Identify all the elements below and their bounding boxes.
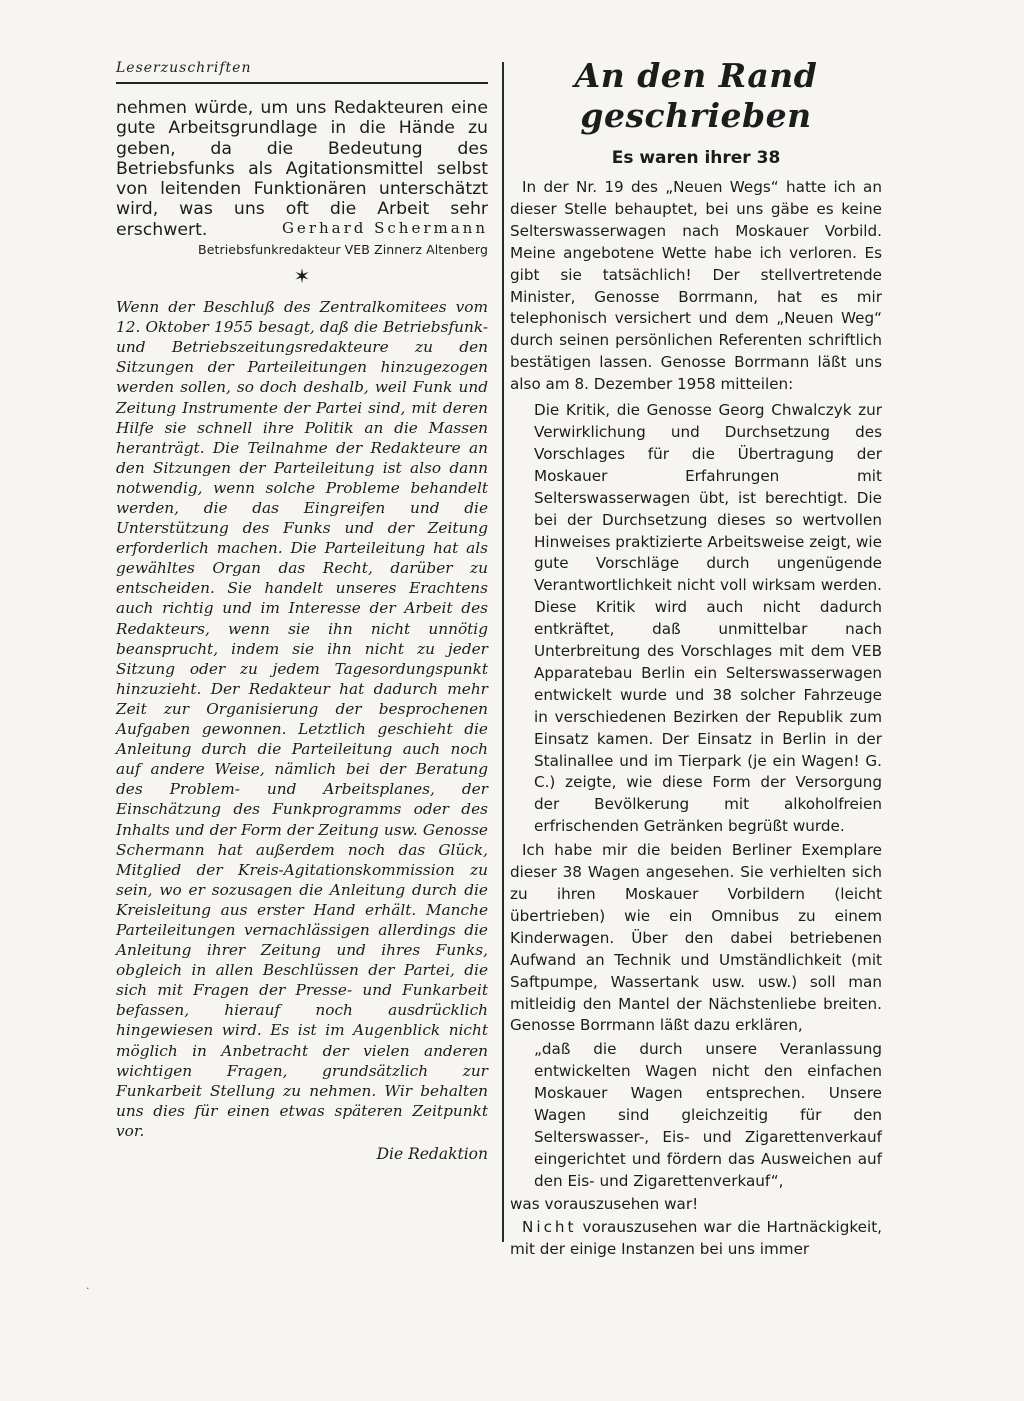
letter-author: Gerhard Schermann <box>281 219 488 238</box>
column-divider <box>502 62 504 1242</box>
reader-letter-text: nehmen würde, um uns Redakteuren eine gute Arbeitsgrundlage in die Hände zu geben, da die Bedeutung des Betriebsfunks als Agitationsmittel selbst von leitenden Funktionären unterschätzt wird, was uns oft die Arbeit sehr erschwert. <box>116 98 488 240</box>
article-title: Es waren ihrer 38 <box>611 148 781 168</box>
section-label: Leserzuschriften <box>116 60 488 84</box>
spaced-emphasis: Nicht <box>522 1217 577 1236</box>
rubric-heading: An den Rand geschrieben <box>574 56 818 135</box>
article-paragraph-1: In der Nr. 19 des „Neuen Wegs“ hatte ich an dieser Stelle behauptet, bei uns gäbe es keine Selterswasserwagen nach Moskauer Vorbild. Meine angebotene Wette habe ich verloren. Es gibt sie tatsächlich! Der stellvertretende Minister, Genosse Borrmann, hat es mir telephonisch versichert und dem „Neuen Weg“ durch seinen persönlichen Referenten schriftlich bestätigen lassen. Genosse Borrmann läßt uns also am 8. Dezember 1958 mitteilen: <box>510 178 882 394</box>
scan-mark: · <box>86 1282 90 1295</box>
author-affiliation: Betriebsfunkredakteur VEB Zinnerz Altenberg <box>198 242 488 258</box>
star-divider-icon: ✶ <box>293 264 311 289</box>
editor-signature: Die Redaktion <box>376 1145 488 1164</box>
editor-note-text: Wenn der Beschluß des Zentralkomitees vom 12. Oktober 1955 besagt, daß die Betriebsfunk- und Betriebszeitungsredakteure zu den Sitzungen der Parteileitungen hinzugezogen werden sollen, so doch deshalb, weil Funk und Zeitung Instrumente der Partei sind, mit deren Hilfe sie schnell ihre Politik an die Massen heranträgt. Die Teilnahme der Redakteure an den Sitzungen der Parteileitung ist also dann notwendig, wenn solche Probleme behandelt werden, die das Eingreifen und die Unterstützung des Funks und der Zeitung erforderlich machen. Die Parteileitung hat als gewähltes Organ das Recht, darüber zu entscheiden. Sie handelt unseres Erachtens auch richtig und im Interesse der Arbeit des Redakteurs, wenn sie ihn nicht unnötig beansprucht, indem sie ihn nicht zu jeder Sitzung oder zu jedem Tagesordungspunkt hinzuzieht. Der Redakteur hat dadurch mehr Zeit zur Organisierung der besprochenen Aufgaben gewonnen. Letztlich geschieht die Anleitung durch die Parteileitung auch noch auf andere Weise, nämlich bei der Beratung des Problem- und Arbeitsplanes, der Einschätzung des Funkprogramms oder des Inhalts und der Form der Zeitung usw. Genosse Schermann hat außerdem noch das Glück, Mitglied der Kreis-Agitationskommission zu sein, wo er sozusagen die Anleitung durch die Kreisleitung aus erster Hand erhält. Manche Parteileitungen vernachlässigen allerdings die Anleitung ihrer Zeitung und ihres Funks, obgleich in allen Beschlüssen der Partei, die sich mit Fragen der Presse- und Funkarbeit befassen, hierauf noch ausdrücklich hingewiesen wird. Es ist im Augenblick nicht möglich in Anbetracht der vielen anderen wichtigen Fragen, grundsätzlich zur Funkarbeit Stellung zu nehmen. Wir behalten uns dies für einen etwas späteren Zeitpunkt vor. <box>116 298 488 1140</box>
article-paragraph-4 <box>510 1217 882 1261</box>
article-paragraph-4-text: vorauszusehen war die Hartnäckigkeit, mit der einige Instanzen bei uns immer <box>510 1217 882 1258</box>
article-paragraph-2: Ich habe mir die beiden Berliner Exemplare dieser 38 Wagen angesehen. Sie verhielten sich zu ihren Moskauer Vorbildern (leicht übertrieben) wie ein Omnibus zu einem Kinderwagen. Über den dabei betriebenen Aufwand an Technik und Umständlichkeit (mit Saftpumpe, Wassertank usw. usw.) soll man mitleidig den Mantel der Nächstenliebe breiten. Genosse Borrmann läßt dazu erklären, <box>510 841 882 1035</box>
right-column <box>510 56 882 1260</box>
article-paragraph-3: was vorauszusehen war! <box>510 1194 699 1213</box>
article-quote-1: Die Kritik, die Genosse Georg Chwalczyk zur Verwirklichung und Durchsetzung des Vorschlages für die Übertragung der Moskauer Erfahrungen mit Selterswasserwagen übt, ist berechtigt. Die bei der Durchsetzung dieses so wertvollen Hinweises praktizierte Arbeitsweise zeigt, wie gute Vorschläge durch ungenügende Verantwortlichkeit nicht voll wirksam werden. Diese Kritik wird auch nicht dadurch entkräftet, daß unmittelbar nach Unterbreitung des Vorschlages mit dem VEB Apparatebau Berlin ein Selterswasserwagen entwickelt wurde und 38 solcher Fahrzeuge in verschiedenen Bezirken der Republik zum Einsatz kamen. Der Einsatz in Berlin in der Stalinallee und im Tierpark (je ein Wagen! G. C.) zeigte, wie diese Form der Versorgung der Bevölkerung mit alkoholfreien erfrischenden Getränken begrüßt wurde. <box>534 401 882 836</box>
left-column <box>116 60 488 1163</box>
article-quote-2: „daß die durch unsere Veranlassung entwickelten Wagen nicht den einfachen Moskauer Wagen entsprechen. Unsere Wagen sind gleichzeitig für den Selterswasser-, Eis- und Zigarettenverkauf eingerichtet und fördern das Ausweichen auf den Eis- und Zigarettenverkauf“, <box>534 1040 882 1190</box>
